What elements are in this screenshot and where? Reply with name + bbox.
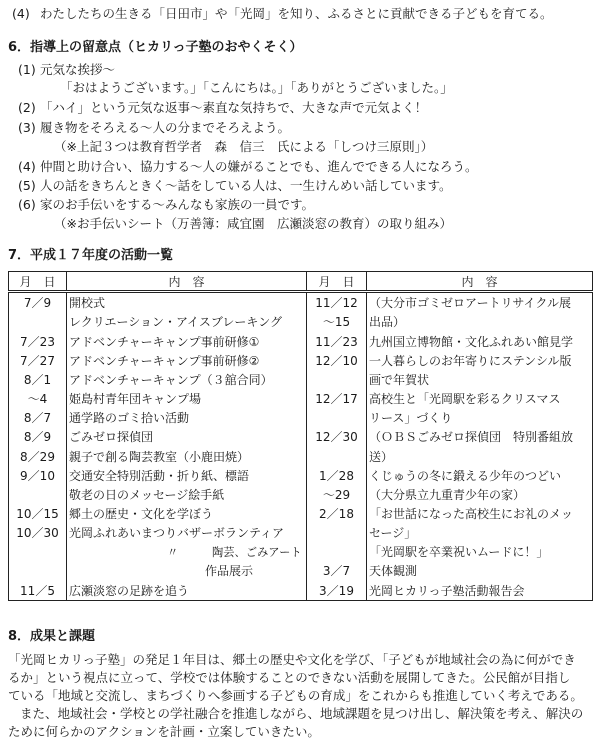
rule-1-greetings: 「おはようございます。」「こんにちは。」「ありがとうございました。」	[60, 80, 453, 95]
table-row	[9, 312, 593, 331]
rule-2-number: (2)	[18, 100, 36, 115]
rule-3-number: (3)	[18, 120, 36, 135]
date-right	[307, 542, 367, 561]
rule-5-text: 人の話をきちんときく～話をしている人は、一生けんめい話しています。	[40, 178, 452, 193]
content-left: 姫島村青年団キャンプ場	[67, 389, 307, 408]
content-right: くじゅうの冬に鍛える少年のつどい	[367, 466, 593, 485]
content-left: 作品展示	[67, 561, 307, 580]
date-right	[307, 408, 367, 427]
table-row	[9, 427, 593, 446]
results-line-1: 「光岡ヒカリっ子塾」の発足１年目は、郷土の歴史や文化を学び、「子どもが地域社会の為に何ができ	[8, 652, 576, 667]
header-content-left: 内 容	[67, 272, 307, 292]
content-left: 交通安全特別活動・折り紙、標語	[67, 466, 307, 485]
content-right: リース」づくり	[367, 408, 593, 427]
date-left	[9, 561, 67, 580]
content-right: 「光岡駅を卒業祝いムードに！」	[367, 542, 593, 561]
table-row	[9, 581, 593, 601]
content-left: 開校式	[67, 292, 307, 313]
date-right: 1／28	[307, 466, 367, 485]
rule-6-text: 家のお手伝いをする～みんなも家族の一員です。	[40, 197, 315, 212]
date-left: 7／23	[9, 332, 67, 351]
date-right: 12／17	[307, 389, 367, 408]
header-date-left: 月 日	[9, 272, 67, 292]
table-row	[9, 485, 593, 504]
content-right: （ＯＢＳごみゼロ探偵団 特別番組放	[367, 427, 593, 446]
section-6-heading: 6．指導上の留意点（ヒカリっ子塾のおやくそく）	[8, 40, 303, 55]
table-row	[9, 466, 593, 485]
rule-5-number: (5)	[18, 178, 36, 193]
content-left: 光岡ふれあいまつりバザーボランティア	[67, 523, 307, 542]
date-right	[307, 446, 367, 465]
content-left: ごみゼロ探偵団	[67, 427, 307, 446]
date-right: 3／7	[307, 561, 367, 580]
table-row	[9, 504, 593, 523]
rule-1-text: 元気な挨拶～	[40, 62, 116, 77]
date-left: 8／9	[9, 427, 67, 446]
rule-4-number: (4)	[18, 159, 36, 174]
content-right: （大分市ゴミゼロアートリサイクル展	[367, 292, 593, 313]
section-8-heading: 8．成果と課題	[8, 629, 96, 644]
section-7-heading: 7．平成１７年度の活動一覧	[8, 248, 174, 263]
content-right: 高校生と「光岡駅を彩るクリスマス	[367, 389, 593, 408]
content-right: 天体観測	[367, 561, 593, 580]
table-row	[9, 408, 593, 427]
content-left: アドベンチャーキャンプ事前研修①	[67, 332, 307, 351]
content-left: レクリエーション・アイスブレーキング	[67, 312, 307, 331]
header-date-right: 月 日	[307, 272, 367, 292]
date-left	[9, 312, 67, 331]
rule-6-note: （※お手伝いシート（万善簿：咸宜園 広瀬淡窓の教育）の取り組み）	[54, 216, 452, 231]
table-row	[9, 351, 593, 370]
activity-table	[8, 271, 593, 601]
date-right	[307, 370, 367, 389]
results-line-3: ている「地域と交流し、まちづくりへ参画する子どもの育成」をこれからも推進していく考えである。	[8, 688, 583, 703]
results-line-5: ために何らかのアクションを計画・立案していきたい。	[8, 724, 320, 739]
table-row	[9, 292, 593, 313]
rule-3-note: （※上記３つは教育哲学者 森 信三 氏による「しつけ三原則」）	[54, 139, 434, 154]
goal-item-4-text: わたしたちの生きる「日田市」や「光岡」を知り、ふるさとに貢献できる子どもを育てる。	[40, 6, 553, 21]
date-left: 7／9	[9, 292, 67, 313]
content-left: 郷土の歴史・文化を学ぼう	[67, 504, 307, 523]
date-right: 3／19	[307, 581, 367, 601]
content-right: 光岡ヒカリっ子塾活動報告会	[367, 581, 593, 601]
content-left: アドベンチャーキャンプ事前研修②	[67, 351, 307, 370]
content-right: 「お世話になった高校生にお礼のメッ	[367, 504, 593, 523]
date-left: 8／7	[9, 408, 67, 427]
date-left: 8／29	[9, 446, 67, 465]
rule-6-number: (6)	[18, 197, 36, 212]
rule-3-text: 履き物をそろえる～人の分までそろえよう。	[40, 120, 291, 135]
date-left	[9, 542, 67, 561]
rule-2-text: 「ハイ」という元気な返事～素直な気持ちで、大きな声で元気よく！	[40, 100, 428, 115]
date-right: 12／30	[307, 427, 367, 446]
content-left: 〃 陶芸、ごみアート	[67, 542, 307, 561]
date-left: 10／15	[9, 504, 67, 523]
date-right: 2／18	[307, 504, 367, 523]
content-right: 一人暮らしのお年寄りにステンシル版	[367, 351, 593, 370]
goal-item-4-number: (4)	[12, 6, 30, 21]
content-left: 敬老の日のメッセージ絵手紙	[67, 485, 307, 504]
table-row	[9, 542, 593, 561]
date-left	[9, 485, 67, 504]
content-right: 画で年賀状	[367, 370, 593, 389]
date-left: 7／27	[9, 351, 67, 370]
results-line-4: また、地域社会・学校との学社融合を推進しながら、地域課題を見つけ出し、解決策を考え、解決の	[20, 706, 584, 721]
content-right: 九州国立博物館・文化ふれあい館見学	[367, 332, 593, 351]
content-left: 親子で創る陶芸教室（小鹿田焼）	[67, 446, 307, 465]
date-right: 11／23	[307, 332, 367, 351]
content-right: 送）	[367, 446, 593, 465]
date-right: ～29	[307, 485, 367, 504]
table-row	[9, 446, 593, 465]
results-line-2: るか」という視点に立って、学校では体験することのできない活動を展開してきた。公民館が目指し	[8, 670, 571, 685]
date-right: 12／10	[307, 351, 367, 370]
date-left: 9／10	[9, 466, 67, 485]
date-left: ～4	[9, 389, 67, 408]
content-left: アドベンチャーキャンプ（３舘合同）	[67, 370, 307, 389]
content-right: セージ」	[367, 523, 593, 542]
table-row	[9, 561, 593, 580]
rule-4-text: 仲間と助け合い、協力する～人の嫌がることでも、進んでできる人になろう。	[40, 159, 478, 174]
header-content-right: 内 容	[367, 272, 593, 292]
date-right: 11／12	[307, 292, 367, 313]
date-left: 11／5	[9, 581, 67, 601]
date-left: 8／1	[9, 370, 67, 389]
table-row	[9, 332, 593, 351]
table-row	[9, 370, 593, 389]
date-right: ～15	[307, 312, 367, 331]
content-left: 通学路のゴミ拾い活動	[67, 408, 307, 427]
table-row	[9, 523, 593, 542]
table-row	[9, 389, 593, 408]
content-right: 出品）	[367, 312, 593, 331]
rule-1-number: (1)	[18, 62, 36, 77]
content-right: （大分県立九重青少年の家）	[367, 485, 593, 504]
content-left: 広瀬淡窓の足跡を追う	[67, 581, 307, 601]
date-right	[307, 523, 367, 542]
date-left: 10／30	[9, 523, 67, 542]
